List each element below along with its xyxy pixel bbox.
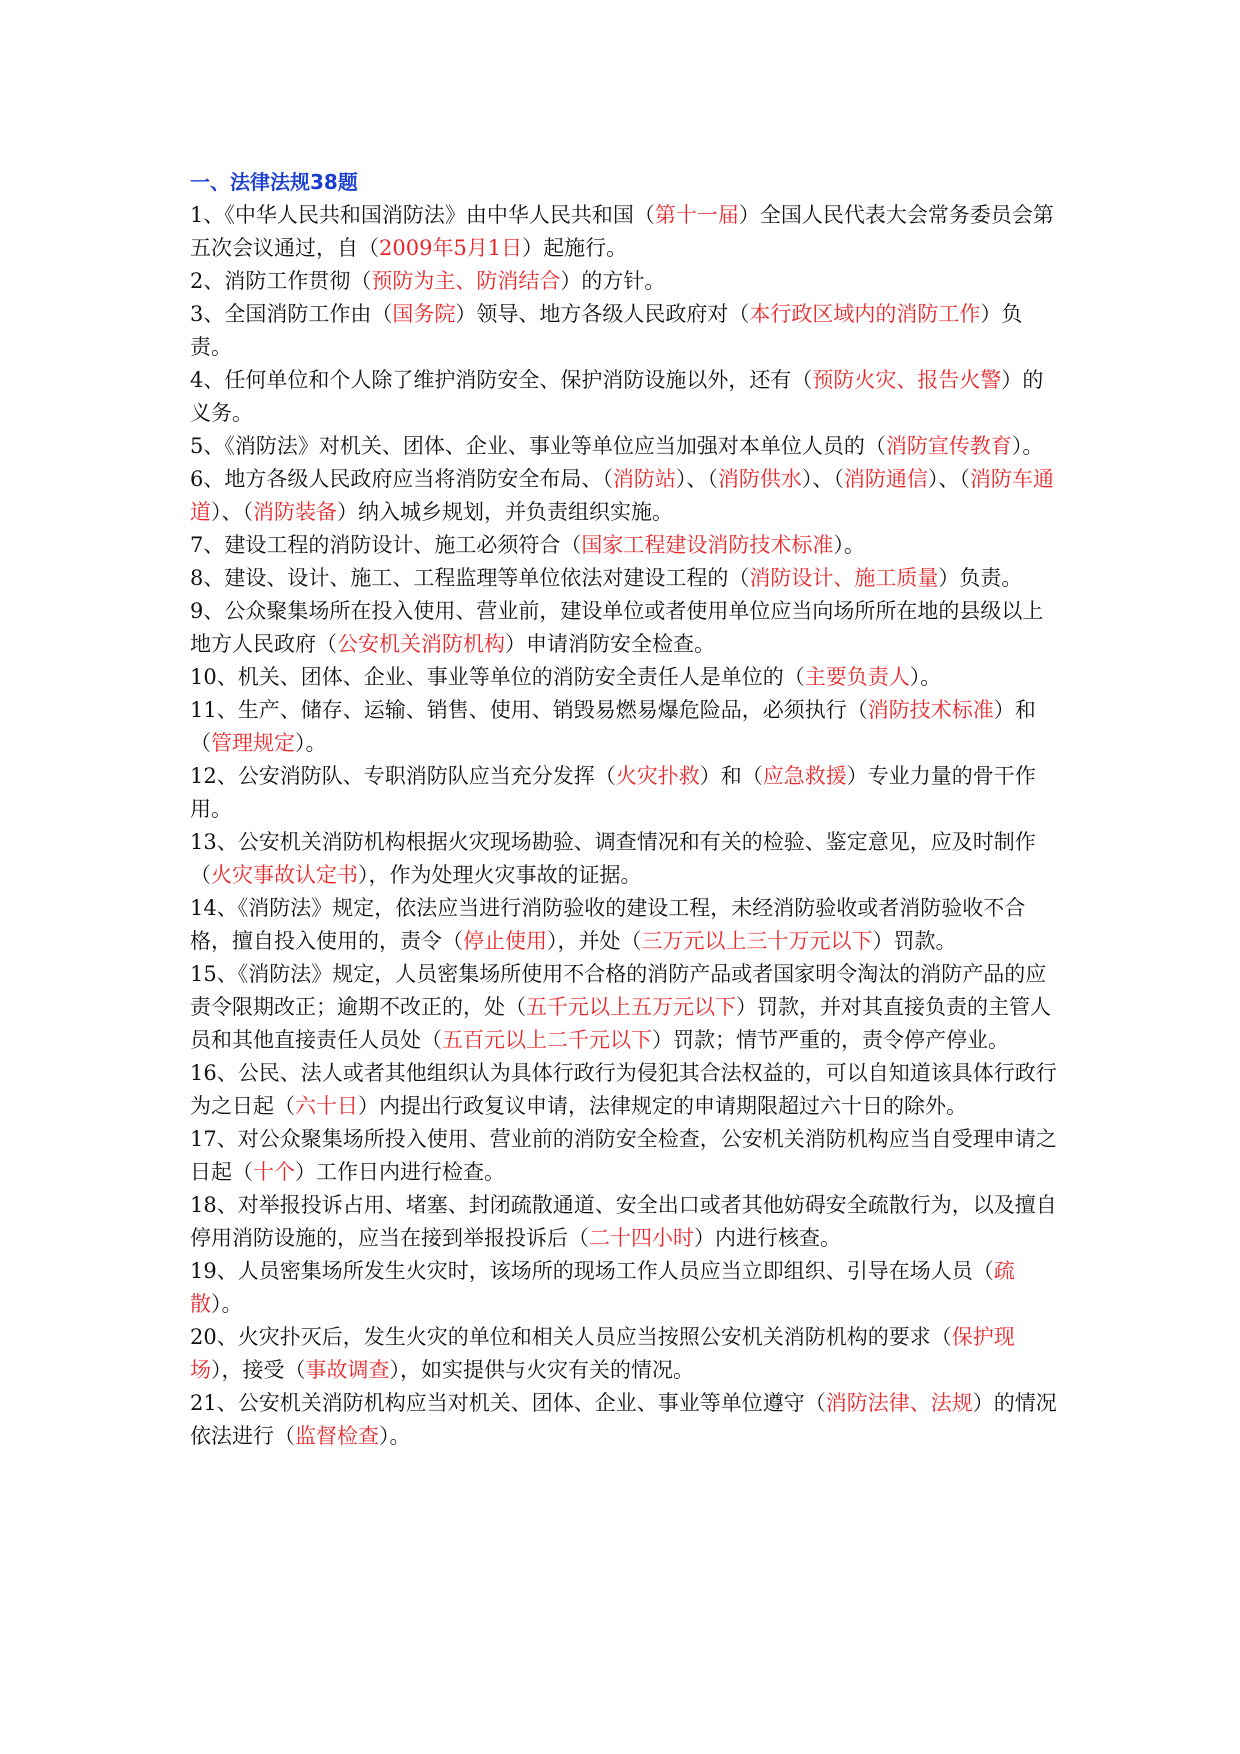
question-text: ）的义务。 xyxy=(190,368,1044,425)
question-text: 5、《消防法》对机关、团体、企业、事业等单位应当加强对本单位人员的（ xyxy=(190,434,886,458)
question-text: ）罚款；情节严重的，责令停产停业。 xyxy=(652,1028,1009,1052)
question-text: ），如实提供与火灾有关的情况。 xyxy=(389,1358,694,1382)
question-text: ）起施行。 xyxy=(522,236,628,260)
question-text: 13、公安机关消防机构根据火灾现场勘验、调查情况和有关的检验、鉴定意见，应及时制作（ xyxy=(190,830,1036,887)
question-text: 19、人员密集场所发生火灾时，该场所的现场工作人员应当立即组织、引导在场人员（ xyxy=(190,1259,994,1283)
question-item xyxy=(190,694,1060,760)
question-item xyxy=(190,1255,1060,1321)
question-item xyxy=(190,826,1060,892)
question-text: 12、公安消防队、专职消防队应当充分发挥（ xyxy=(190,764,616,788)
question-item xyxy=(190,892,1060,958)
answer-text: 消防设计、施工质量 xyxy=(749,566,939,590)
document-page xyxy=(190,166,1060,1453)
question-item xyxy=(190,1057,1060,1123)
question-text: ）、（ xyxy=(211,500,253,524)
question-text: ）领导、地方各级人民政府对（ xyxy=(455,302,750,326)
question-text: 1、《中华人民共和国消防法》由中华人民共和国（ xyxy=(190,203,655,227)
question-text: 20、火灾扑灭后，发生火灾的单位和相关人员应当按照公安机关消防机构的要求（ xyxy=(190,1325,952,1349)
answer-text: 疏散 xyxy=(190,1259,1015,1316)
question-text: 17、对公众聚集场所投入使用、营业前的消防安全检查，公安机关消防机构应当自受理申请之日起（ xyxy=(190,1127,1057,1184)
answer-text: 三万元以上三十万元以下 xyxy=(641,929,873,953)
question-text: ）罚款。 xyxy=(872,929,957,953)
answer-text: 停止使用 xyxy=(463,929,547,953)
question-text: ）的情况依法进行（ xyxy=(190,1391,1057,1448)
answer-text: 消防供水 xyxy=(717,467,802,491)
question-text: 14、《消防法》规定，依法应当进行消防验收的建设工程，未经消防验收或者消防验收不合格，擅自投入使用的，责令（ xyxy=(190,896,1026,953)
answer-text: 管理规定 xyxy=(211,731,295,755)
question-text: ）专业力量的骨干作用。 xyxy=(190,764,1036,821)
question-text: 9、公众聚集场所在投入使用、营业前，建设单位或者使用单位应当向场所所在地的县级以上地方人民政府（ xyxy=(190,599,1044,656)
question-text: ）。 xyxy=(379,1424,411,1448)
question-item xyxy=(190,199,1060,265)
question-item xyxy=(190,364,1060,430)
answer-text: 二十四小时 xyxy=(589,1226,694,1250)
question-text: 15、《消防法》规定，人员密集场所使用不合格的消防产品或者国家明令淘汰的消防产品的应责令限期改正；逾期不改正的，处（ xyxy=(190,962,1047,1019)
question-item xyxy=(190,463,1060,529)
question-item xyxy=(190,595,1060,661)
question-text: 4、任何单位和个人除了维护消防安全、保护消防设施以外，还有（ xyxy=(190,368,813,392)
answer-text: 消防宣传教育 xyxy=(885,434,1012,458)
question-list xyxy=(190,199,1060,1453)
question-text: 10、机关、团体、企业、事业等单位的消防安全责任人是单位的（ xyxy=(190,665,805,689)
answer-text: 消防通信 xyxy=(843,467,928,491)
question-text: ），作为处理火灾事故的证据。 xyxy=(358,863,642,887)
answer-text: 国务院 xyxy=(392,302,456,326)
question-text: ）和（ xyxy=(699,764,763,788)
question-text: 6、地方各级人民政府应当将消防安全布局、（ xyxy=(190,467,613,491)
answer-text: 本行政区域内的消防工作 xyxy=(749,302,981,326)
section-title: 一、法律法规38题 xyxy=(190,170,358,194)
question-text: 7、建设工程的消防设计、施工必须符合（ xyxy=(190,533,582,557)
question-item xyxy=(190,1387,1060,1453)
answer-text: 公安机关消防机构 xyxy=(337,632,505,656)
question-text: ）内进行核查。 xyxy=(694,1226,841,1250)
answer-text: 主要负责人 xyxy=(804,665,910,689)
question-text: 16、公民、法人或者其他组织认为具体行政行为侵犯其合法权益的，可以自知道该具体行政行为之日起（ xyxy=(190,1061,1057,1118)
question-item xyxy=(190,1189,1060,1255)
answer-text: 应急救援 xyxy=(762,764,847,788)
answer-text: 2009年5月1日 xyxy=(379,236,523,260)
question-text: ）。 xyxy=(211,1292,243,1316)
question-text: 2、消防工作贯彻（ xyxy=(190,269,372,293)
answer-text: 十个 xyxy=(253,1160,295,1184)
question-text: ）全国人民代表大会常务委员会第五次会议通过，自（ xyxy=(190,203,1054,260)
answer-text: 五千元以上五万元以下 xyxy=(526,995,736,1019)
question-item xyxy=(190,562,1060,595)
question-text: ），接受（ xyxy=(211,1358,306,1382)
question-text: 11、生产、储存、运输、销售、使用、销毁易燃易爆危险品，必须执行（ xyxy=(190,698,868,722)
question-item xyxy=(190,298,1060,364)
answer-text: 保护现场 xyxy=(190,1325,1015,1382)
question-text: ）。 xyxy=(295,731,327,755)
question-text: ）、（ xyxy=(675,467,718,491)
answer-text: 监督检查 xyxy=(295,1424,379,1448)
question-text: ）工作日内进行检查。 xyxy=(295,1160,505,1184)
question-item xyxy=(190,661,1060,694)
question-text: ）负责。 xyxy=(190,302,1023,359)
question-text: 21、公安机关消防机构应当对机关、团体、企业、事业等单位遵守（ xyxy=(190,1391,826,1415)
question-item xyxy=(190,430,1060,463)
question-text: ）。 xyxy=(909,665,942,689)
question-text: ）、（ xyxy=(927,467,970,491)
answer-text: 消防装备 xyxy=(253,500,337,524)
question-text: 8、建设、设计、施工、工程监理等单位依法对建设工程的（ xyxy=(190,566,750,590)
question-text: ）。 xyxy=(833,533,865,557)
question-item xyxy=(190,265,1060,298)
answer-text: 预防火灾、报告火警 xyxy=(812,368,1002,392)
question-text: 3、全国消防工作由（ xyxy=(190,302,393,326)
question-text: ）内提出行政复议申请，法律规定的申请期限超过六十日的除外。 xyxy=(358,1094,967,1118)
answer-text: 火灾事故认定书 xyxy=(211,863,358,887)
question-text: ）纳入城乡规划，并负责组织实施。 xyxy=(337,500,673,524)
answer-text: 消防车通道 xyxy=(190,467,1054,524)
answer-text: 第十一届 xyxy=(654,203,739,227)
answer-text: 火灾扑救 xyxy=(615,764,700,788)
question-text: 18、对举报投诉占用、堵塞、封闭疏散通道、安全出口或者其他妨碍安全疏散行为，以及擅自停用消防设施的，应当在接到举报投诉后（ xyxy=(190,1193,1057,1250)
question-text: ）。 xyxy=(1011,434,1044,458)
answer-text: 消防技术标准 xyxy=(867,698,994,722)
question-item xyxy=(190,1321,1060,1387)
question-text: ），并处（ xyxy=(547,929,642,953)
question-item xyxy=(190,760,1060,826)
question-text: ）的方针。 xyxy=(560,269,666,293)
question-text: ）申请消防安全检查。 xyxy=(505,632,715,656)
question-item xyxy=(190,958,1060,1057)
question-text: ）和（ xyxy=(190,698,1036,755)
question-text: ）负责。 xyxy=(938,566,1023,590)
answer-text: 消防站 xyxy=(612,467,676,491)
question-text: ）罚款，并对其直接负责的主管人员和其他直接责任人员处（ xyxy=(190,995,1051,1052)
question-text: ）、（ xyxy=(801,467,844,491)
answer-text: 六十日 xyxy=(295,1094,358,1118)
answer-text: 五百元以上二千元以下 xyxy=(442,1028,652,1052)
answer-text: 预防为主、防消结合 xyxy=(371,269,561,293)
answer-text: 事故调查 xyxy=(305,1358,390,1382)
question-item xyxy=(190,529,1060,562)
answer-text: 消防法律、法规 xyxy=(825,1391,973,1415)
answer-text: 国家工程建设消防技术标准 xyxy=(581,533,834,557)
question-item xyxy=(190,1123,1060,1189)
